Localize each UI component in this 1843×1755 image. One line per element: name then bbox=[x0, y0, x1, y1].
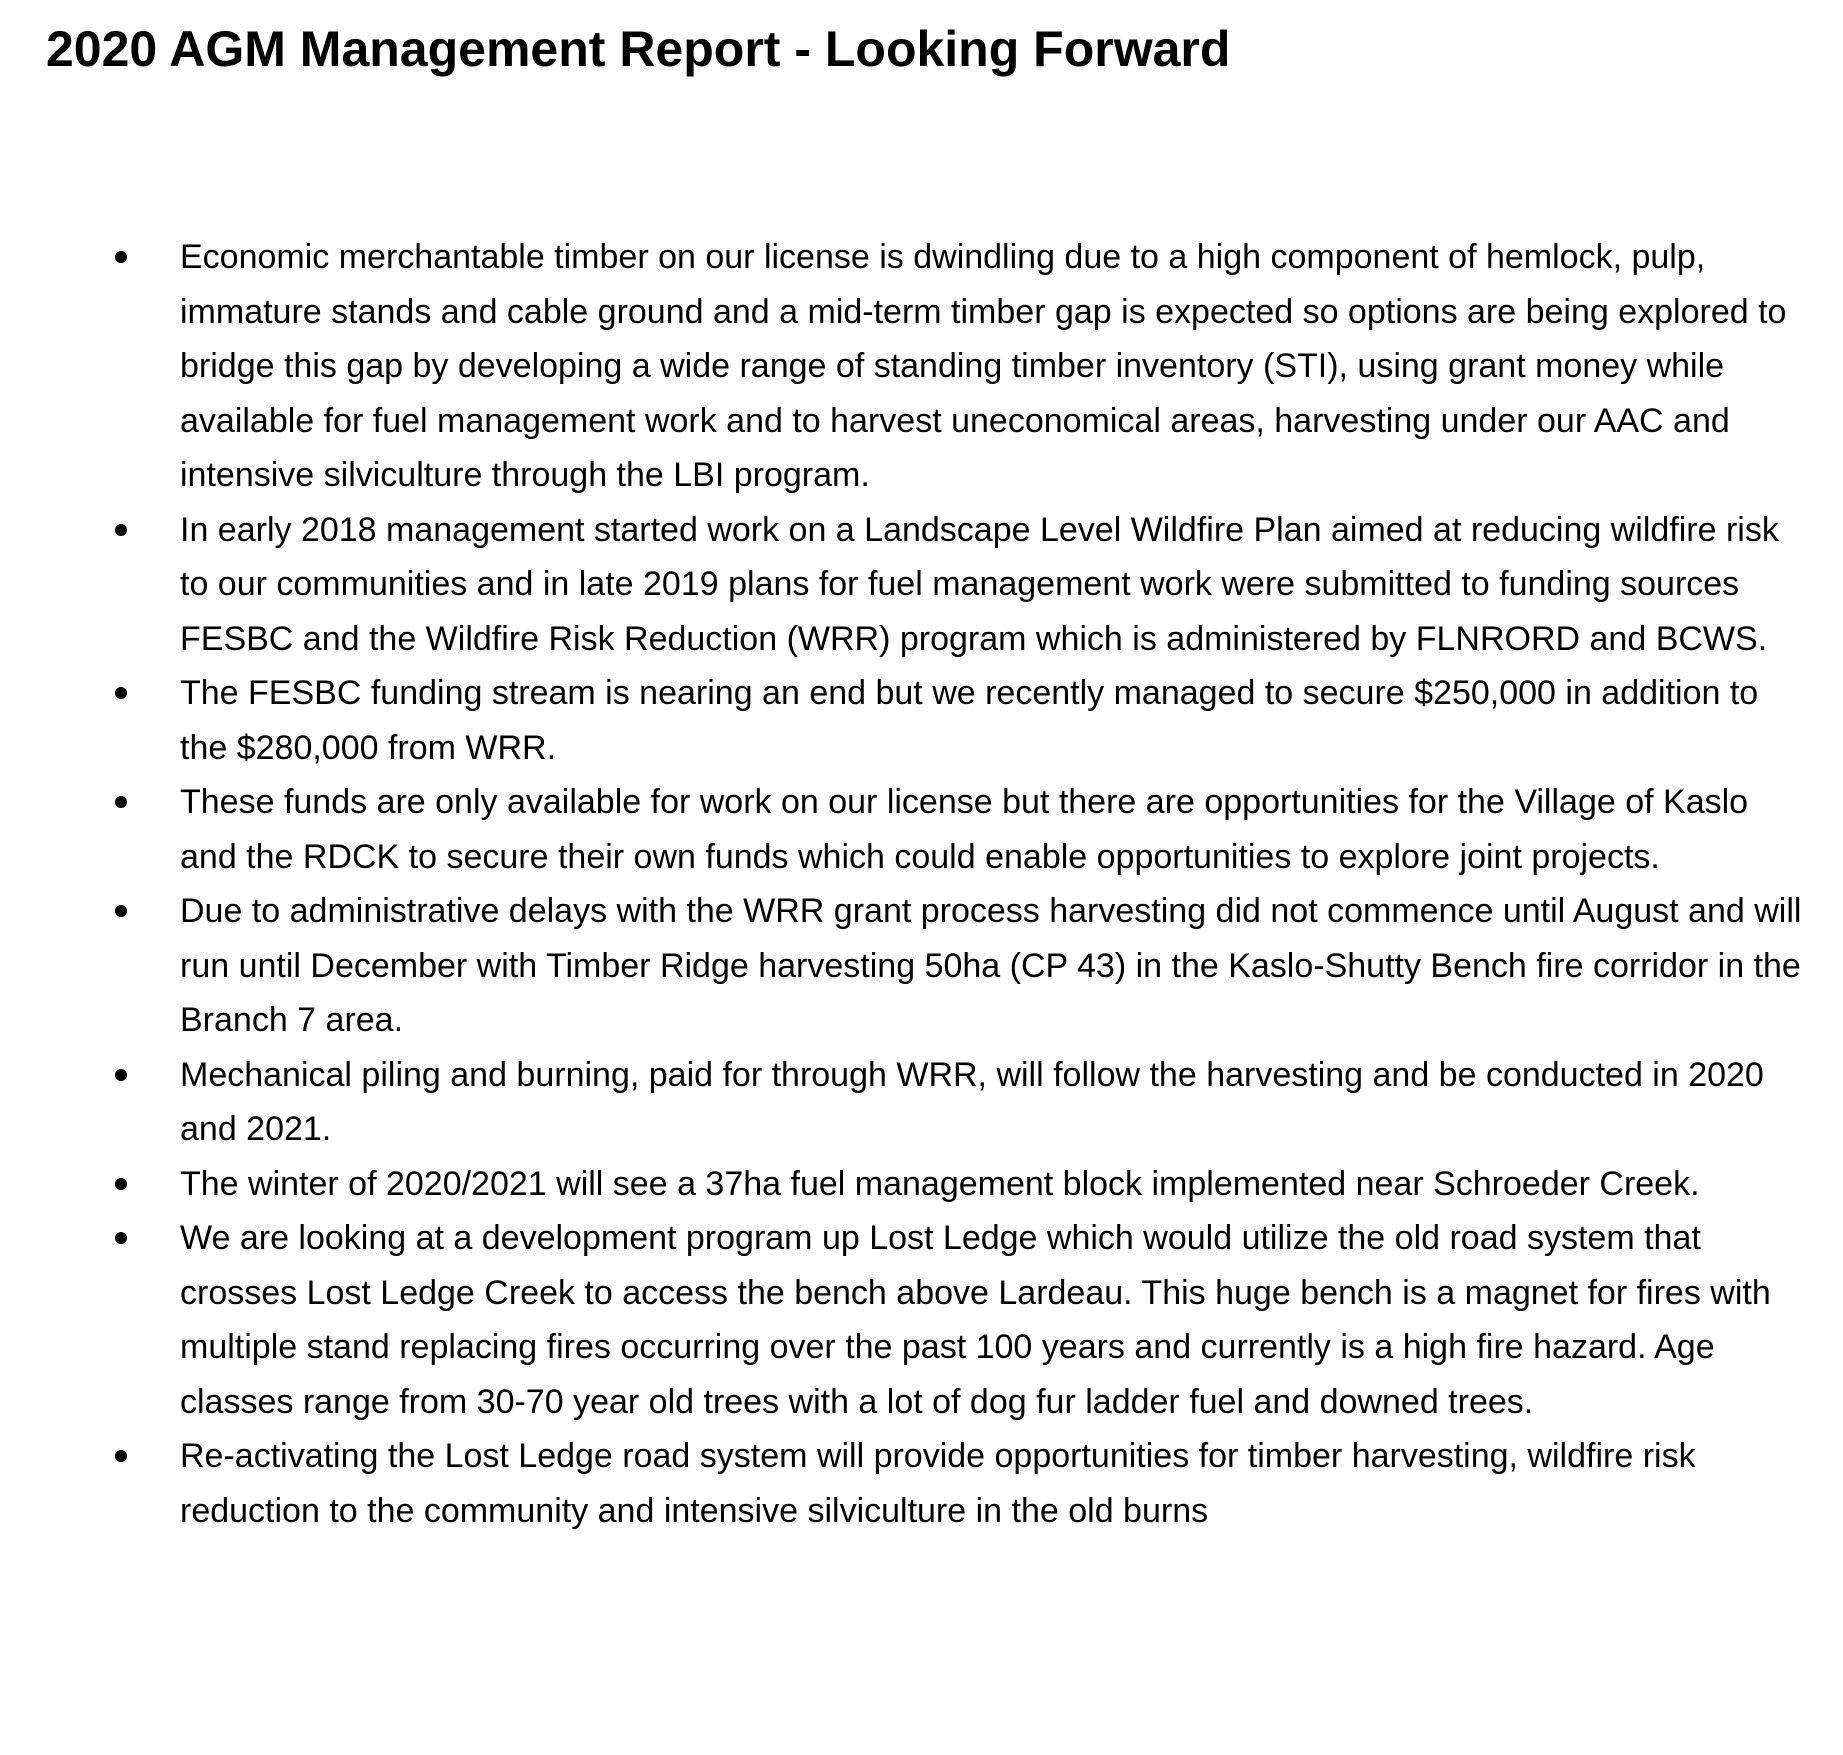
list-item-text: In early 2018 management started work on a Landscape Level Wildfire Plan aimed at reducing wildfire risk to our communities and in late 2019 plans for fuel management work were submitted to funding sources FESBC and the Wildfire Risk Reduction (WRR) program which is administered by FLNRORD and BCWS. bbox=[180, 510, 1779, 658]
list-item bbox=[0, 1211, 1843, 1429]
list-item-text: We are looking at a development program up Lost Ledge which would utilize the old road system that crosses Lost Ledge Creek to access the bench above Lardeau. This huge bench is a magnet for fires with multiple stand replacing fires occurring over the past 100 years and currently is a high fire hazard. Age classes range from 30-70 year old trees with a lot of dog fur ladder fuel and downed trees. bbox=[180, 1219, 1771, 1421]
bullet-icon bbox=[115, 1232, 127, 1244]
page-title: 2020 AGM Management Report - Looking Forward bbox=[46, 21, 1231, 77]
list-item bbox=[0, 775, 1843, 884]
list-item bbox=[0, 666, 1843, 775]
bullet-list bbox=[0, 230, 1843, 1538]
list-item-text: Mechanical piling and burning, paid for through WRR, will follow the harvesting and be conducted in 2020 and 2021. bbox=[180, 1055, 1764, 1148]
bullet-icon bbox=[115, 1178, 127, 1190]
bullet-icon bbox=[115, 1069, 127, 1081]
list-item bbox=[0, 884, 1843, 1048]
bullet-icon bbox=[115, 1450, 127, 1462]
bullet-icon bbox=[115, 687, 127, 699]
bullet-icon bbox=[115, 796, 127, 808]
bullet-icon bbox=[115, 905, 127, 917]
bullet-icon bbox=[115, 251, 127, 263]
list-item-text: Due to administrative delays with the WRR grant process harvesting did not commence until August and will run until December with Timber Ridge harvesting 50ha (CP 43) in the Kaslo-Shutty Bench fire corridor in the Branch 7 area. bbox=[180, 892, 1802, 1039]
list-item-text: The FESBC funding stream is nearing an end but we recently managed to secure $250,000 in addition to the $280,000 from WRR. bbox=[180, 674, 1759, 767]
list-item bbox=[0, 1157, 1843, 1212]
list-item bbox=[0, 230, 1843, 503]
list-item-text: Re-activating the Lost Ledge road system will provide opportunities for timber harvesting, wildfire risk reduction to the community and intensive silviculture in the old burns bbox=[180, 1437, 1696, 1530]
list-item bbox=[0, 1429, 1843, 1538]
list-item bbox=[0, 503, 1843, 667]
list-item-text: Economic merchantable timber on our license is dwindling due to a high component of hemlock, pulp, immature stands and cable ground and a mid-term timber gap is expected so options are being explored to bridge this gap by developing a wide range of standing timber inventory (STI), using grant money while available for fuel management work and to harvest uneconomical areas, harvesting under our AAC and intensive silviculture through the LBI program. bbox=[180, 238, 1787, 494]
list-item-text: These funds are only available for work on our license but there are opportunities for the Village of Kaslo and the RDCK to secure their own funds which could enable opportunities to explore joint projects. bbox=[180, 783, 1749, 876]
list-item-text: The winter of 2020/2021 will see a 37ha fuel management block implemented near Schroeder Creek. bbox=[180, 1164, 1700, 1203]
list-item bbox=[0, 1048, 1843, 1157]
bullet-icon bbox=[115, 524, 127, 536]
